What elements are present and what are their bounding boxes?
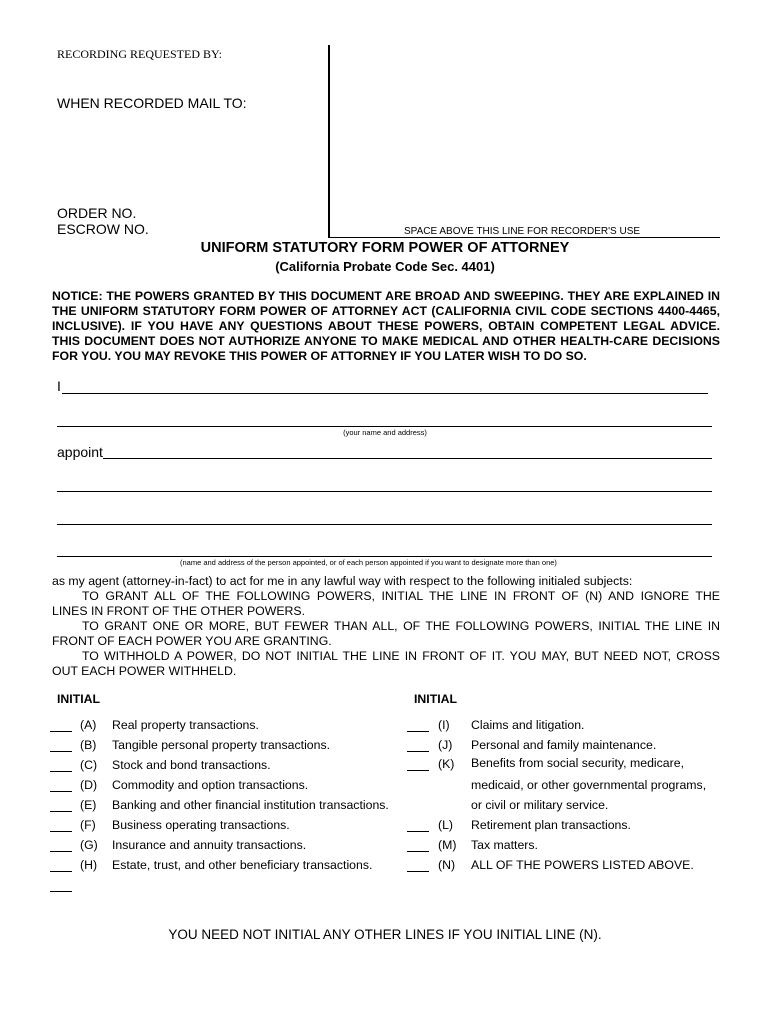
initial-blank[interactable]: [407, 770, 429, 771]
grant-some-line-1: TO GRANT ONE OR MORE, BUT FEWER THAN ALL, OF THE FOLLOWING POWERS, INITIAL THE LINE IN: [82, 619, 720, 633]
power-label: Commodity and option transactions.: [112, 778, 309, 792]
power-label: Personal and family maintenance.: [471, 738, 657, 752]
power-code: (A): [80, 718, 97, 732]
power-code: (G): [80, 838, 98, 852]
power-code: (F): [80, 818, 96, 832]
agent-address-line-1[interactable]: [57, 491, 712, 492]
withhold-line-1: TO WITHHOLD A POWER, DO NOT INITIAL THE LINE IN FRONT OF IT. YOU MAY, BUT NEED NOT, CROSS: [82, 649, 720, 663]
agent-caption: (name and address of the person appointed, or of each person appointed if you want to designate more than one): [180, 558, 557, 567]
initial-blank[interactable]: [50, 831, 72, 832]
initial-blank[interactable]: [50, 791, 72, 792]
initial-blank-extra[interactable]: [50, 891, 72, 892]
recorder-divider-vertical: [328, 45, 330, 237]
document-title: UNIFORM STATUTORY FORM POWER OF ATTORNEY: [200, 240, 570, 256]
power-label: Estate, trust, and other beneficiary transactions.: [112, 858, 373, 872]
grant-all-line-1: TO GRANT ALL OF THE FOLLOWING POWERS, INITIAL THE LINE IN FRONT OF (N) AND IGNORE THE: [82, 589, 720, 603]
power-label: ALL OF THE POWERS LISTED ABOVE.: [471, 858, 694, 872]
initial-blank[interactable]: [50, 851, 72, 852]
initial-blank[interactable]: [50, 871, 72, 872]
recorder-divider-horizontal: [328, 237, 720, 238]
power-label: Claims and litigation.: [471, 718, 585, 732]
principal-name-line[interactable]: [62, 393, 708, 394]
footer-note: YOU NEED NOT INITIAL ANY OTHER LINES IF YOU INITIAL LINE (N).: [168, 927, 602, 942]
power-code: (B): [80, 738, 97, 752]
initial-blank[interactable]: [50, 771, 72, 772]
power-code: (J): [438, 738, 453, 752]
instructions-intro: as my agent (attorney-in-fact) to act for me in any lawful way with respect to the following initialed subjects:: [52, 574, 633, 588]
power-label-continued: medicaid, or other governmental programs,: [471, 778, 707, 792]
power-label: Insurance and annuity transactions.: [112, 838, 307, 852]
power-code: (C): [80, 758, 98, 772]
power-label: Stock and bond transactions.: [112, 758, 271, 772]
power-code: (K): [438, 757, 455, 771]
power-label: Banking and other financial institution transactions.: [112, 798, 389, 812]
initial-blank[interactable]: [50, 751, 72, 752]
order-no-label: ORDER NO.: [57, 205, 137, 221]
initial-blank[interactable]: [50, 811, 72, 812]
power-label: Tax matters.: [471, 838, 538, 852]
initial-blank[interactable]: [407, 851, 429, 852]
agent-address-line-3[interactable]: [57, 556, 712, 557]
power-label: Retirement plan transactions.: [471, 818, 631, 832]
power-code: (M): [438, 838, 457, 852]
recorder-space-label: SPACE ABOVE THIS LINE FOR RECORDER'S USE: [404, 226, 641, 237]
power-code: (H): [80, 858, 98, 872]
initial-blank[interactable]: [407, 871, 429, 872]
agent-prefix: appoint: [57, 444, 103, 460]
power-label: Business operating transactions.: [112, 818, 290, 832]
withhold-line-2: OUT EACH POWER WITHHELD.: [52, 664, 237, 678]
recording-requested-by-label: RECORDING REQUESTED BY:: [57, 47, 222, 61]
initial-blank[interactable]: [407, 731, 429, 732]
grant-all-line-2: LINES IN FRONT OF THE OTHER POWERS.: [52, 604, 306, 618]
grant-some-line-2: FRONT OF EACH POWER YOU ARE GRANTING.: [52, 634, 332, 648]
initial-header-left: INITIAL: [57, 692, 101, 706]
principal-address-line[interactable]: [57, 426, 712, 427]
initial-blank[interactable]: [407, 751, 429, 752]
initial-blank[interactable]: [50, 731, 72, 732]
document-subtitle: (California Probate Code Sec. 4401): [275, 259, 495, 274]
power-label: Tangible personal property transactions.: [112, 738, 331, 752]
initial-blank[interactable]: [407, 831, 429, 832]
principal-prefix: I: [57, 378, 61, 394]
escrow-no-label: ESCROW NO.: [57, 221, 149, 237]
power-code: (N): [438, 858, 456, 872]
agent-name-line[interactable]: [103, 458, 712, 459]
power-code: (I): [438, 718, 450, 732]
power-code: (E): [80, 798, 97, 812]
power-label: Real property transactions.: [112, 718, 259, 732]
power-code: (L): [438, 818, 454, 832]
when-recorded-label: WHEN RECORDED MAIL TO:: [57, 95, 247, 111]
power-label-continued: or civil or military service.: [471, 798, 609, 812]
notice-paragraph: NOTICE: THE POWERS GRANTED BY THIS DOCUMENT ARE BROAD AND SWEEPING. THEY ARE EXPLAINED IN THE UNIFORM STATUTORY FORM POWER OF ATTORNEY ACT (CALIFORNIA CIVIL CODE SECTIONS 4400-4465, INCLUSIVE). IF YOU HAVE ANY QUESTIONS ABOUT THESE POWERS, OBTAIN COMPETENT LEGAL ADVICE. THIS DOCUMENT DOES NOT AUTHORIZE ANYONE TO MAKE MEDICAL AND OTHER HEALTH-CARE DECISIONS FOR YOU. YOU MAY REVOKE THIS POWER OF ATTORNEY IF YOU LATER WISH TO DO SO.: [52, 289, 720, 363]
power-label: Benefits from social security, medicare,: [471, 756, 684, 770]
initial-header-right: INITIAL: [414, 692, 458, 706]
principal-caption: (your name and address): [343, 428, 427, 437]
power-code: (D): [80, 778, 98, 792]
agent-address-line-2[interactable]: [57, 524, 712, 525]
